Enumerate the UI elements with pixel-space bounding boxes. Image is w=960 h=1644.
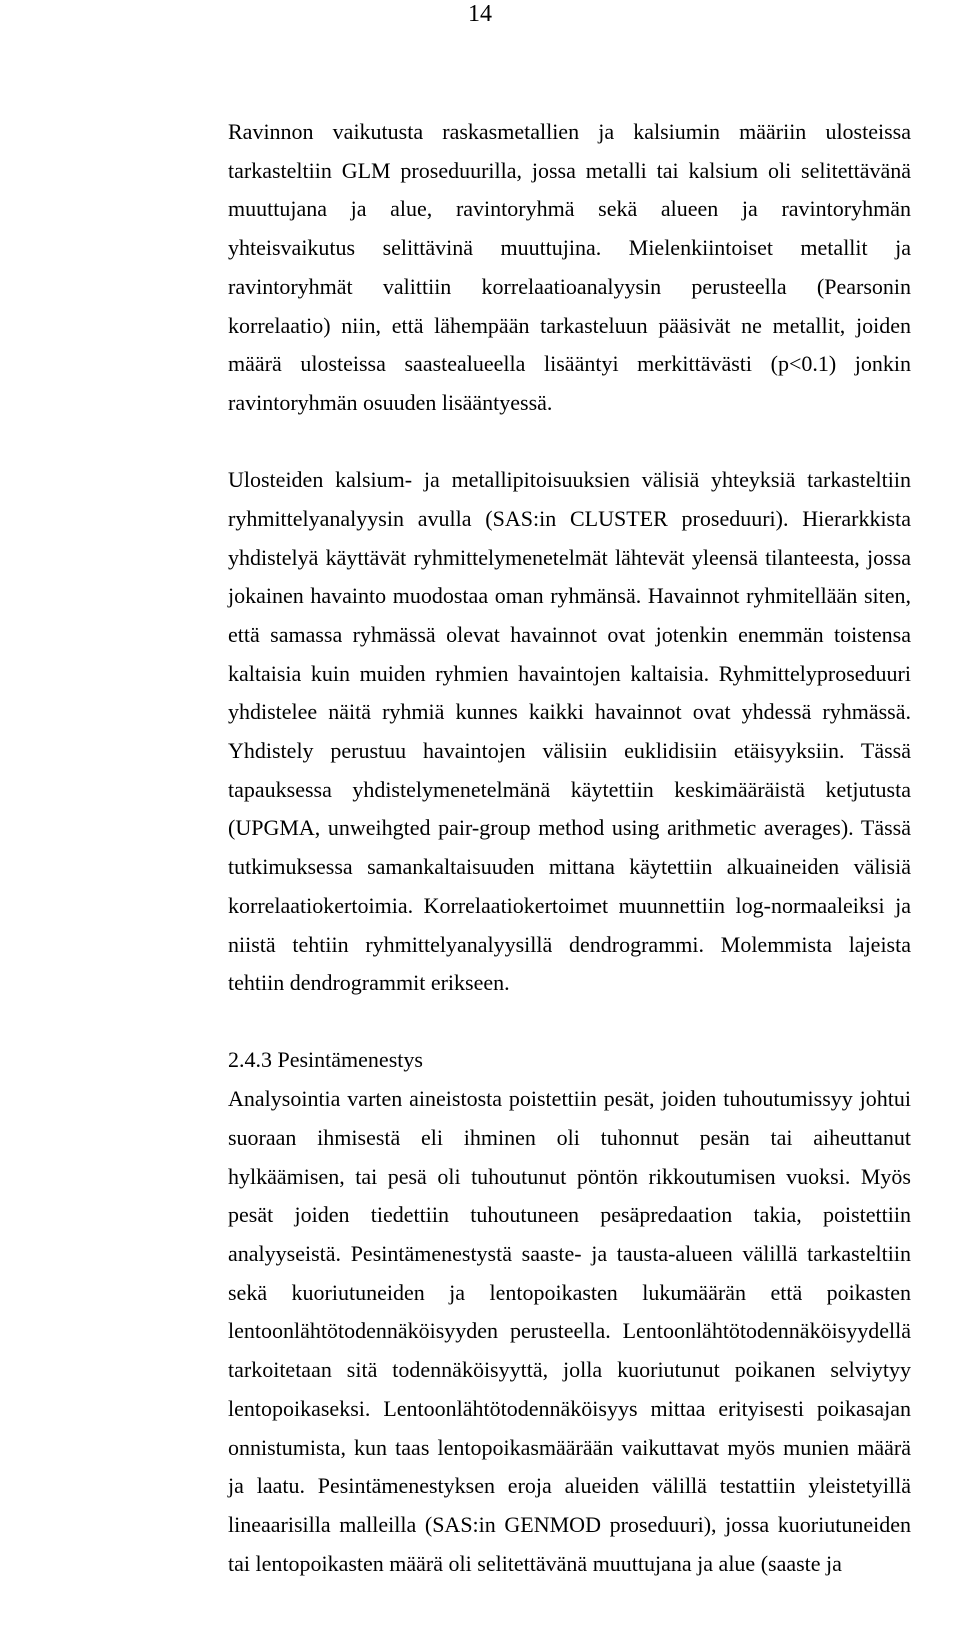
paragraph-glm-analysis: Ravinnon vaikutusta raskasmetallien ja kalsiumin määriin ulosteissa tarkasteltiin GLM proseduurilla, jossa metalli tai kalsium oli selitettävänä muuttujana ja alue, ravintoryhmä sekä alueen ja ravintoryhmän yhteisvaikutus selittävinä muuttujina. Mielenkiintoiset metallit ja ravintoryhmät valittiin korrelaatioanalyysin perusteella (Pearsonin korrelaatio) niin, että lähempään tarkasteluun pääsivät ne metallit, joiden määrä ulosteissa saastealueella lisääntyi merkittävästi (p<0.1) jonkin ravintoryhmän osuuden lisääntyessä. bbox=[228, 119, 911, 415]
section-spacer bbox=[228, 1003, 911, 1042]
paragraph-cluster-analysis: Ulosteiden kalsium- ja metallipitoisuuksien välisiä yhteyksiä tarkasteltiin ryhmittelyanalyysin avulla (SAS:in CLUSTER proseduuri). Hierarkkista yhdistelyä käyttävät ryhmittelymenetelmät lähtevät yleensä tilanteesta, jossa jokainen havainto muodostaa oman ryhmänsä. Havainnot ryhmitellään siten, että samassa ryhmässä olevat havainnot ovat jotenkin enemmän toistensa kaltaisia kuin muiden ryhmien havaintojen kaltaisia. Ryhmittelyproseduuri yhdistelee näitä ryhmiä kunnes kaikki havainnot ovat yhdessä ryhmässä. Yhdistely perustuu havaintojen välisiin euklidisiin etäisyyksiin. Tässä tapauksessa yhdistelymenetelmänä käytettiin keskimääräistä ketjutusta (UPGMA, unweihgted pair-group method using arithmetic averages). Tässä tutkimuksessa samankaltaisuuden mittana käytettiin alkuaineiden välisiä korrelaatiokertoimia. Korrelaatiokertoimet muunnettiin log-normaaleiksi ja niistä tehtiin ryhmittelyanalyysillä dendrogrammi. Molemmista lajeista tehtiin dendrogrammit erikseen. bbox=[228, 467, 911, 996]
page-number: 14 bbox=[468, 1, 492, 27]
document-body bbox=[228, 113, 911, 1583]
paragraph-spacer bbox=[228, 423, 911, 462]
paragraph-nesting-success: Analysointia varten aineistosta poistettiin pesät, joiden tuhoutumissyy johtui suoraan ihmisestä eli ihminen oli tuhonnut pesän tai aiheuttanut hylkäämisen, tai pesä oli tuhoutunut pöntön rikkoutumisen vuoksi. Myös pesät joiden tiedettiin tuhoutuneen pesäpredaation takia, poistettiin analyyseistä. Pesintämenestystä saaste- ja tausta-alueen välillä tarkasteltiin sekä kuoriutuneiden ja lentopoikasten lukumäärän että poikasten lentoonlähtötodennäköisyyden perusteella. Lentoonlähtötodennäköisyydellä tarkoitetaan sitä todennäköisyyttä, jolla kuoriutunut poikanen selviytyy lentopoikaseksi. Lentoonlähtötodennäköisyys mittaa erityisesti poikasajan onnistumista, kun taas lentopoikasmäärään vaikuttavat myös munien määrä ja laatu. Pesintämenestyksen eroja alueiden välillä testattiin yleistetyillä lineaarisilla malleilla (SAS:in GENMOD proseduuri), jossa kuoriutuneiden tai lentopoikasten määrä oli selitettävänä muuttujana ja alue (saaste ja bbox=[228, 1086, 911, 1576]
section-heading: 2.4.3 Pesintämenestys bbox=[228, 1047, 423, 1073]
